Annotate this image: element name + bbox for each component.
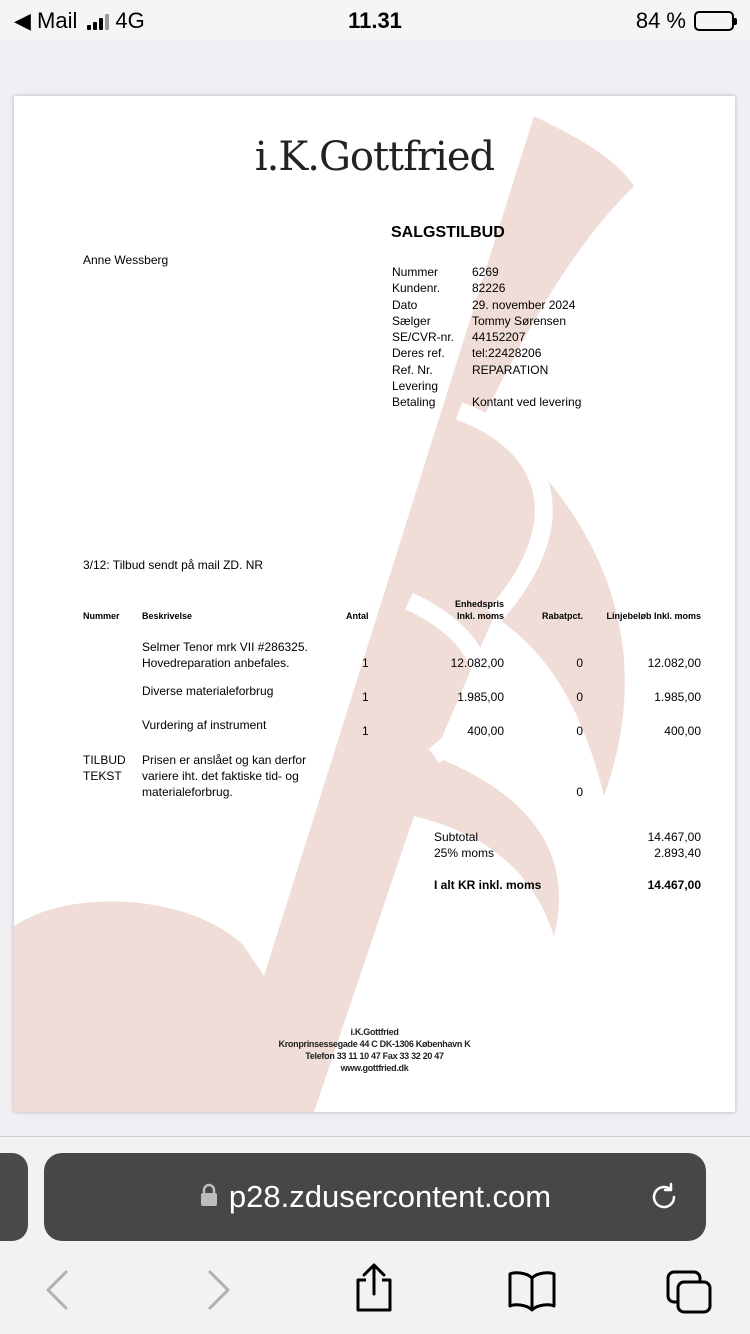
music-note-watermark: [14, 96, 735, 1112]
line-description: Vurdering af instrument: [142, 718, 267, 732]
lock-icon: [199, 1179, 219, 1215]
moms-label: 25% moms: [434, 846, 495, 860]
header-beskrivelse: Beskrivelse: [142, 611, 193, 621]
line-rabat: 0: [576, 656, 583, 670]
battery-icon: [694, 11, 734, 31]
back-to-mail-link[interactable]: ◀ Mail: [14, 8, 78, 33]
line-description: Selmer Tenor mrk VII #286325. Hovedreparation anbefales.: [142, 640, 308, 670]
status-bar: [0, 0, 750, 40]
line-beloeb: 1.985,00: [654, 690, 701, 704]
document-viewer[interactable]: [0, 40, 750, 1136]
browser-toolbar: [0, 1254, 750, 1334]
tilbud-tekst-label: TILBUD TEKST: [83, 753, 126, 783]
meta-row: SE/CVR-nr. 44152207: [392, 330, 526, 345]
quote-note: 3/12: Tilbud sendt på mail ZD. NR: [83, 558, 264, 572]
network-type: 4G: [115, 8, 145, 33]
back-icon[interactable]: [42, 1268, 72, 1317]
battery-percent: 84 %: [635, 8, 686, 33]
previous-tab[interactable]: [0, 1153, 28, 1241]
line-description: Diverse materialeforbrug: [142, 684, 274, 698]
header-nummer: Nummer: [83, 611, 120, 621]
pdf-page: [14, 96, 735, 1112]
share-icon[interactable]: [352, 1262, 396, 1319]
line-pris: 12.082,00: [450, 656, 504, 670]
meta-row: Levering: [392, 379, 439, 394]
line-beloeb: 400,00: [664, 724, 701, 738]
meta-row: Nummer 6269: [392, 265, 499, 279]
header-enhedspris: Enhedspris Inkl. moms: [454, 599, 504, 621]
line-antal: 1: [362, 690, 369, 704]
tabs-icon[interactable]: [664, 1268, 714, 1321]
header-antal: Antal: [346, 611, 369, 621]
meta-row: Ref. Nr. REPARATION: [392, 362, 549, 377]
company-footer: i.K.Gottfried Kronprinsessegade 44 C DK-1306 København K Telefon 33 11 10 47 Fax 33 32 20 47 www.gottfried.dk: [278, 1027, 471, 1073]
forward-icon[interactable]: [204, 1268, 234, 1317]
tilbud-tekst: Prisen er anslået og kan derfor variere iht. det faktiske tid- og materialeforbrug.: [142, 753, 307, 799]
line-antal: 1: [362, 724, 369, 738]
moms-value: 2.893,40: [654, 846, 701, 860]
meta-row: Betaling Kontant ved levering: [392, 395, 582, 410]
tilbud-tekst-rabat: 0: [576, 785, 583, 799]
document-meta: [392, 264, 581, 411]
subtotal-value: 14.467,00: [647, 830, 701, 844]
reload-icon[interactable]: [648, 1181, 680, 1221]
customer-name: Anne Wessberg: [83, 253, 169, 267]
subtotal-label: Subtotal: [434, 830, 479, 844]
company-logo: i.K.Gottfried: [254, 134, 495, 180]
address-bar[interactable]: [44, 1153, 706, 1241]
document-title: SALGSTILBUD: [391, 224, 505, 241]
line-pris: 1.985,00: [457, 690, 504, 704]
meta-row: Deres ref. tel:22428206: [392, 346, 542, 361]
bookmarks-icon[interactable]: [506, 1268, 558, 1317]
line-rabat: 0: [576, 690, 583, 704]
meta-row: Dato 29. november 2024: [392, 297, 576, 312]
line-antal: 1: [362, 656, 369, 670]
address-bar-area: [0, 1136, 750, 1254]
line-pris: 400,00: [467, 724, 504, 738]
header-linjebeloeb: Linjebeløb Inkl. moms: [606, 611, 701, 621]
total-label: I alt KR inkl. moms: [434, 878, 542, 892]
line-beloeb: 12.082,00: [647, 656, 701, 670]
total-value: 14.467,00: [647, 878, 701, 892]
meta-row: Kundenr. 82226: [392, 281, 506, 296]
clock: 11.31: [348, 8, 402, 33]
line-rabat: 0: [576, 724, 583, 738]
meta-row: Sælger Tommy Sørensen: [392, 313, 567, 328]
url-text: p28.zdusercontent.com: [228, 1179, 552, 1214]
header-rabat: Rabatpct.: [541, 611, 583, 621]
